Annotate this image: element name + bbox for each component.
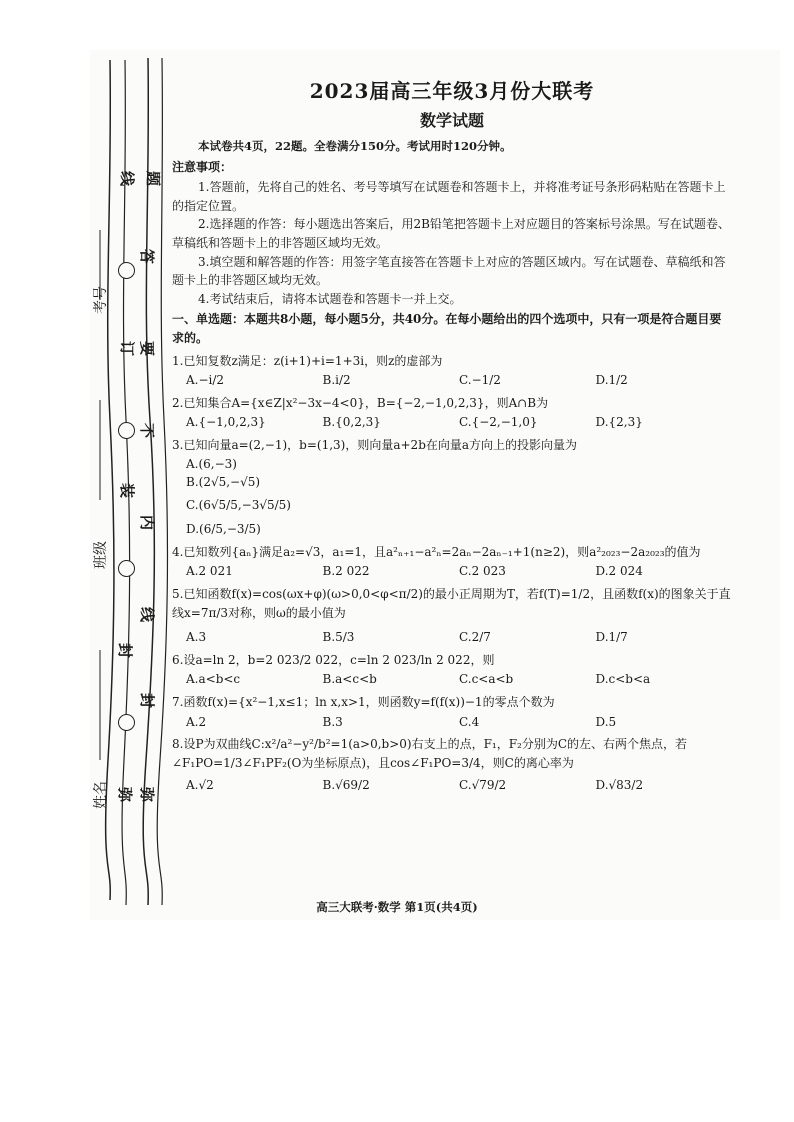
notice-item: 1.答题前，先将自己的姓名、考号等填写在试题卷和答题卡上，并将准考证号条形码粘贴在答题卡上的指定位置。 bbox=[172, 180, 726, 213]
option-b: B.i/2 bbox=[322, 373, 351, 388]
section-heading: 一、单选题：本题共8小题，每小题5分，共40分。在每小题给出的四个选项中，只有一项是符合题目要求的。 bbox=[172, 312, 722, 345]
seal-char: 内 bbox=[138, 514, 157, 531]
question-4 bbox=[172, 543, 732, 581]
option-c: C.c<a<b bbox=[459, 672, 514, 687]
seal-char: 不 bbox=[138, 422, 157, 439]
question-2 bbox=[172, 394, 732, 432]
seal-char: 题 bbox=[144, 170, 163, 187]
notice-item: 3.填空题和解答题的作答：用签字笔直接答在答题卡上对应的答题区域内。写在试题卷、草稿纸和答题卡上的非答题区域均无效。 bbox=[172, 254, 726, 288]
seal-char: 弥 bbox=[138, 786, 157, 803]
option-a: A.3 bbox=[186, 630, 207, 645]
option-b: B.3 bbox=[322, 714, 343, 729]
question-7 bbox=[172, 693, 732, 731]
option-d: D.2 024 bbox=[595, 564, 643, 579]
option-d: D.c<b<a bbox=[595, 672, 651, 687]
exam-title: 2023届高三年级3月份大联考 bbox=[309, 79, 595, 103]
option-a: A.√2 bbox=[186, 778, 214, 793]
notice-item: 4.考试结束后，请将本试题卷和答题卡一并上交。 bbox=[198, 291, 462, 306]
option-d: D.1/2 bbox=[595, 373, 628, 388]
seal-char: 线 bbox=[138, 606, 157, 623]
seal-char: 订 bbox=[118, 340, 137, 357]
question-6 bbox=[172, 651, 732, 689]
option-c: C.(6√5/5,−3√5/5) bbox=[186, 497, 291, 512]
option-b: B.a<c<b bbox=[322, 672, 377, 687]
option-b: B.(2√5,−√5) bbox=[186, 475, 261, 490]
question-8 bbox=[172, 735, 732, 795]
option-a: A.2 021 bbox=[186, 564, 233, 579]
option-d: D.{2,3} bbox=[595, 415, 643, 430]
option-c: C.−1/2 bbox=[459, 373, 501, 388]
option-a: A.2 bbox=[186, 714, 207, 729]
seal-char: 封 bbox=[138, 692, 157, 709]
exam-number-label: 考号 bbox=[93, 286, 109, 314]
seal-circle bbox=[118, 560, 135, 577]
option-c: C.√79/2 bbox=[459, 778, 507, 793]
option-c: C.2/7 bbox=[459, 630, 491, 645]
question-stem: 3.已知向量a=(2,−1)，b=(1,3)，则向量a+2b在向量a方向上的投影向量为 bbox=[172, 437, 578, 452]
option-b: B.√69/2 bbox=[322, 778, 370, 793]
question-1 bbox=[172, 352, 732, 390]
option-b: B.5/3 bbox=[322, 630, 355, 645]
seal-char: 答 bbox=[138, 248, 157, 265]
option-c: C.{−2,−1,0} bbox=[459, 415, 538, 430]
seal-char: 要 bbox=[138, 340, 157, 357]
option-a: A.−i/2 bbox=[186, 373, 225, 388]
question-stem: 1.已知复数z满足：z(i+1)+i=1+3i，则z的虚部为 bbox=[172, 353, 443, 368]
option-a: A.a<b<c bbox=[186, 672, 241, 687]
option-d: D.√83/2 bbox=[595, 778, 644, 793]
option-b: B.{0,2,3} bbox=[322, 415, 381, 430]
exam-subject: 数学试题 bbox=[419, 111, 484, 130]
option-a: A.(6,−3) bbox=[186, 456, 237, 471]
question-3 bbox=[172, 436, 732, 539]
name-label: 姓名 bbox=[93, 781, 109, 809]
option-d: D.1/7 bbox=[595, 630, 628, 645]
option-b: B.2 022 bbox=[322, 564, 370, 579]
question-stem: 5.已知函数f(x)=cos(ωx+φ)(ω>0,0<φ<π/2)的最小正周期为T，若f(T)=1/2，且函数f(x)的图象关于直线x=7π/3对称，则ω的最小值为 bbox=[172, 587, 731, 620]
notice-item: 2.选择题的作答：每小题选出答案后，用2B铅笔把答题卡上对应题目的答案标号涂黑。写在试题卷、草稿纸和答题卡上的非答题区域均无效。 bbox=[172, 217, 730, 250]
option-c: C.2 023 bbox=[459, 564, 506, 579]
option-d: D.(6/5,−3/5) bbox=[186, 522, 261, 537]
question-stem: 6.设a=ln 2，b=2 023/2 022，c=ln 2 023/ln 2 022，则 bbox=[172, 652, 495, 667]
seal-char: 封 bbox=[116, 642, 135, 659]
question-stem: 7.函数f(x)={x²−1,x≤1；ln x,x>1，则函数y=f(f(x))−1的零点个数为 bbox=[172, 695, 555, 710]
seal-char: 线 bbox=[118, 170, 137, 187]
option-a: A.{−1,0,2,3} bbox=[186, 415, 266, 430]
class-label: 班级 bbox=[93, 541, 109, 569]
seal-char: 装 bbox=[118, 482, 137, 499]
exam-content bbox=[172, 76, 732, 795]
question-stem: 8.设P为双曲线C:x²/a²−y²/b²=1(a>0,b>0)右支上的点，F₁，F₂分别为C的左、右两个焦点，若∠F₁PO=1/3∠F₁PF₂(O为坐标原点)，且cos∠F₁PO=3/4，则C的离心率为 bbox=[172, 737, 688, 770]
question-stem: 4.已知数列{aₙ}满足a₂=√3，a₁=1，且a²ₙ₊₁−a²ₙ=2aₙ−2aₙ₋₁+1(n≥2)，则a²₂₀₂₃−2a₂₀₂₃的值为 bbox=[172, 544, 701, 559]
exam-info: 本试卷共4页，22题。全卷满分150分。考试用时120分钟。 bbox=[198, 138, 512, 153]
seal-circle bbox=[118, 422, 135, 439]
option-c: C.4 bbox=[459, 714, 480, 729]
seal-circle bbox=[118, 262, 135, 279]
notice-heading: 注意事项： bbox=[172, 159, 233, 174]
question-5 bbox=[172, 585, 732, 647]
seal-char: 弥 bbox=[116, 786, 135, 803]
seal-circle bbox=[118, 714, 135, 731]
page-footer: 高三大联考·数学 第1页(共4页) bbox=[316, 900, 478, 914]
option-d: D.5 bbox=[595, 714, 617, 729]
question-stem: 2.已知集合A={x∈Z|x²−3x−4<0}，B={−2,−1,0,2,3}，则A∩B为 bbox=[172, 395, 549, 410]
